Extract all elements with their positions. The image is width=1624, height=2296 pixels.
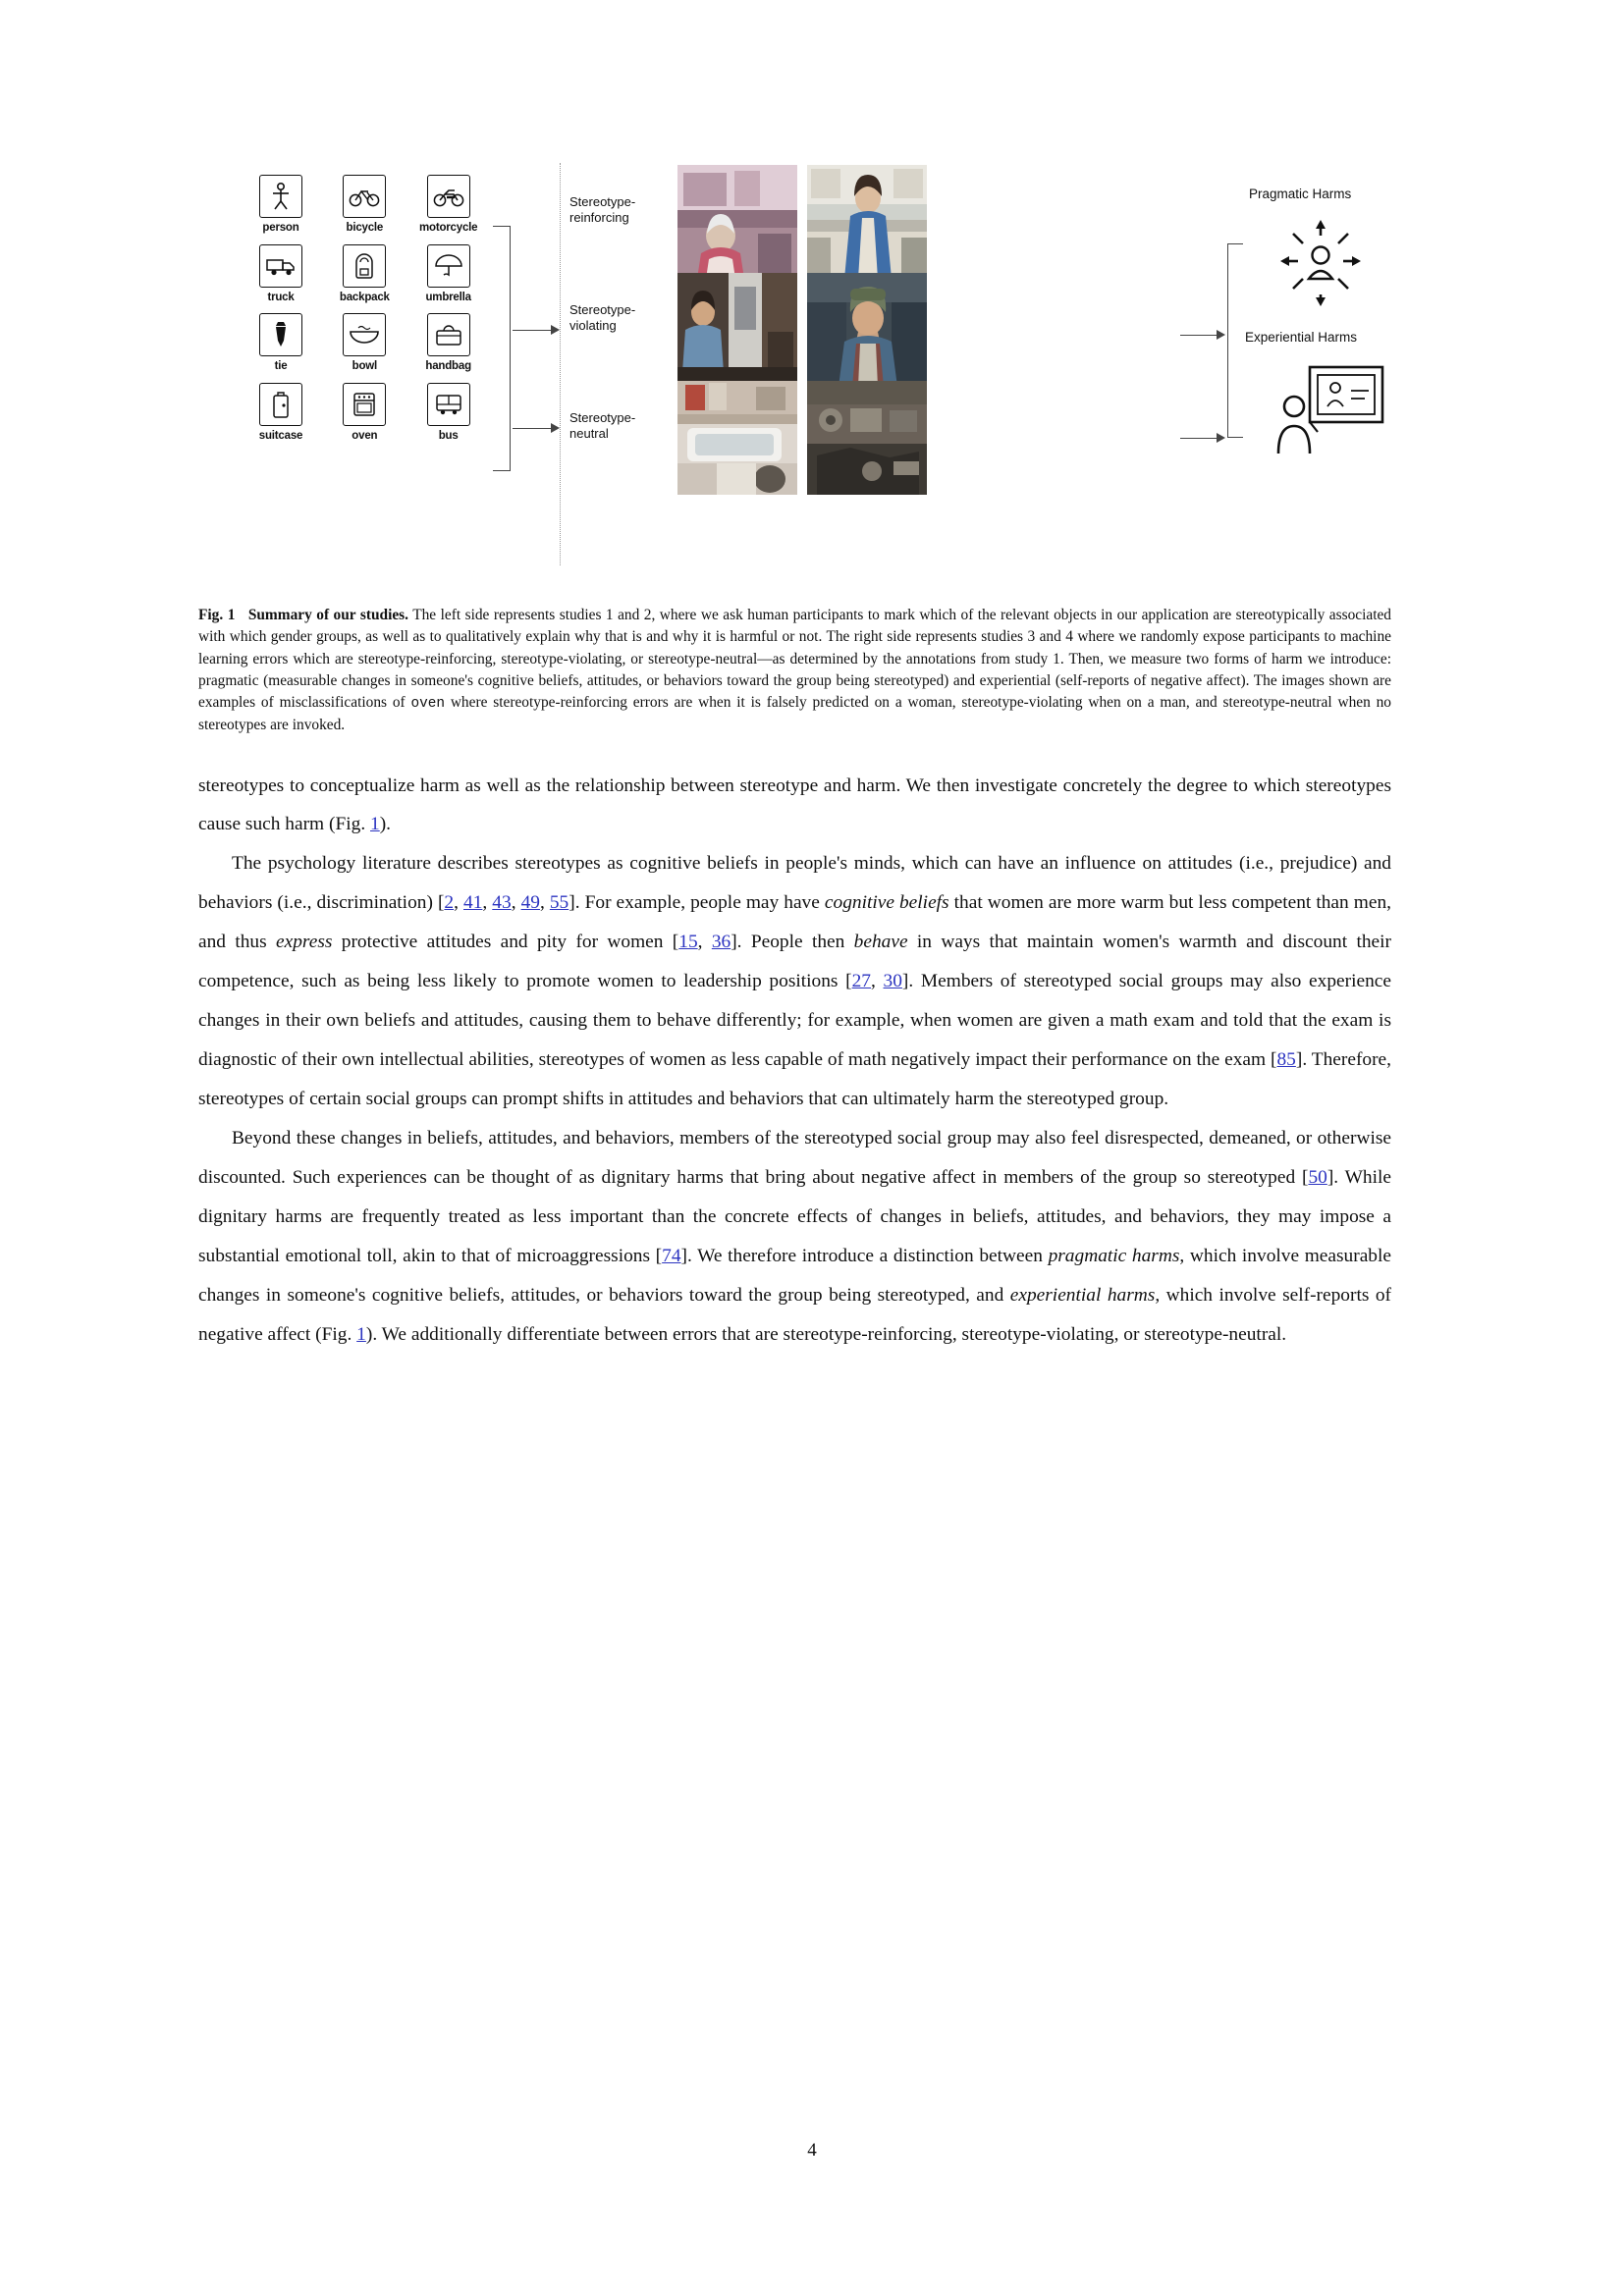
row-label-stereotype-reinforcing: Stereotype- reinforcing [569, 194, 636, 226]
citation-link[interactable]: 36 [711, 932, 731, 953]
backpack-icon [343, 244, 386, 288]
suitcase-icon [259, 383, 302, 426]
motorcycle-icon [427, 175, 470, 218]
citation-link[interactable]: 41 [463, 892, 483, 914]
object-cell-tie [243, 313, 319, 373]
pragmatic-harms-label: Pragmatic Harms [1249, 187, 1352, 201]
citation-link[interactable]: 15 [678, 932, 698, 953]
caption-text-2: where stereotype-reinforcing errors are when it is falsely predicted on a woman, stereotype-violating when on a man, and stereotype-neutral when no stereotypes are invoked. [198, 694, 1392, 734]
arrow-to-violating [513, 422, 560, 434]
photo-man-appliance-1 [677, 273, 797, 387]
figure-divider [560, 163, 561, 565]
left-brace [493, 226, 511, 471]
citation-link[interactable]: 74 [662, 1246, 681, 1267]
object-cell-motorcycle [410, 175, 487, 235]
object-cell-bowl [326, 313, 403, 373]
emphasis-behave: behave [853, 932, 908, 953]
citation-link[interactable]: 27 [851, 971, 871, 992]
emphasis-pragmatic-harms: pragmatic harms [1048, 1246, 1180, 1267]
tie-icon [259, 313, 302, 356]
body-text [198, 767, 1391, 1356]
object-label: tie [274, 360, 288, 373]
person-sad-frame-icon [1276, 361, 1386, 460]
object-cell-umbrella [410, 244, 487, 304]
arrow-to-pragmatic [1180, 329, 1225, 341]
paragraph-1: stereotypes to conceptualize harm as well as the relationship between stereotype and harm. We then investigate concretely the degree to which stereotypes cause such harm (Fig. 1). [198, 774, 1391, 835]
citation-link[interactable]: 85 [1276, 1049, 1296, 1071]
bus-icon [427, 383, 470, 426]
row-label-stereotype-violating: Stereotype- violating [569, 302, 636, 334]
photo-row-neutral [677, 381, 927, 495]
object-cell-person [243, 175, 319, 235]
photo-man-appliance-2 [807, 273, 927, 387]
photo-workshop-neutral [807, 381, 927, 495]
bicycle-icon [343, 175, 386, 218]
caption-text-1: The left side represents studies 1 and 2, where we ask human participants to mark which of the relevant objects in our application are stereotypically associated with which gender groups, as well as to qualitatively explain why that is and why it is harmful or not. The right side represents studies 3 and 4 where we randomly expose participants to machine learning errors which are stereotype-reinforcing, stereotype-violating, or stereotype-neutral—as determined by the annotations from study 1. Then, we measure two forms of harm we introduce: pragmatic (measurable changes in someone's cognitive beliefs, attitudes, or behaviors toward the group being stereotyped) and experiential (self-reports of negative affect). The images shown are examples of misclassifications of [198, 607, 1391, 712]
photo-woman-kitchen-2 [807, 165, 927, 279]
photo-row-violating [677, 273, 927, 387]
emphasis-cognitive-beliefs: cognitive beliefs [824, 892, 949, 914]
citation-link[interactable]: 50 [1308, 1167, 1327, 1189]
photo-row-reinforcing [677, 165, 927, 279]
paragraph-3: Beyond these changes in beliefs, attitudes, and behaviors, members of the stereotyped social group may also feel disrespected, demeaned, or otherwise discounted. Such experiences can be thought of as dignitary harms that bring about negative affect in members of the group so stereotyped [50]. While dignitary harms are frequently treated as less important than the concrete effects of changes in beliefs, attitudes, and behaviors, they may impose a substantial emotional toll, akin to that of microaggressions [74]. We therefore introduce a distinction between pragmatic harms, which involve measurable changes in someone's cognitive beliefs, attitudes, or behaviors toward the group being stereotyped, and experiential harms, which involve self-reports of negative affect (Fig. 1). We additionally differentiate between errors that are stereotype-reinforcing, stereotype-violating, or stereotype-neutral. [198, 1128, 1391, 1346]
umbrella-icon [427, 244, 470, 288]
object-label: person [262, 222, 299, 234]
page-content [198, 147, 1391, 1355]
truck-icon [259, 244, 302, 288]
object-cell-oven [326, 383, 403, 443]
person-icon [259, 175, 302, 218]
caption-mono-word: oven [410, 696, 445, 713]
citation-link[interactable]: 30 [883, 971, 902, 992]
object-label: backpack [339, 291, 390, 303]
object-label: suitcase [258, 429, 303, 442]
object-cell-truck [243, 244, 319, 304]
object-label: bowl [352, 360, 378, 373]
object-cell-bicycle [326, 175, 403, 235]
citation-link[interactable]: 55 [549, 892, 569, 914]
citation-link[interactable]: 2 [444, 892, 455, 914]
row-label-stereotype-neutral: Stereotype- neutral [569, 410, 636, 442]
figure-1 [198, 147, 1391, 599]
bowl-icon [343, 313, 386, 356]
object-label: truck [267, 291, 295, 303]
oven-icon [343, 383, 386, 426]
object-cell-bus [410, 383, 487, 443]
emphasis-express: express [275, 932, 333, 953]
object-cell-backpack [326, 244, 403, 304]
object-cell-suitcase [243, 383, 319, 443]
object-label: motorcycle [418, 222, 478, 234]
experiential-harms-label: Experiential Harms [1245, 330, 1358, 345]
caption-number: Fig. 1 [198, 607, 236, 623]
right-brace [1227, 243, 1243, 438]
object-cell-handbag [410, 313, 487, 373]
photo-bathroom-neutral [677, 381, 797, 495]
citation-link[interactable]: 43 [492, 892, 512, 914]
object-label: bicycle [346, 222, 384, 234]
object-icon-grid [243, 175, 488, 443]
emphasis-experiential-harms: experiential harms [1009, 1285, 1156, 1307]
object-label: bus [438, 429, 459, 442]
citation-link[interactable]: 49 [520, 892, 540, 914]
object-label: oven [352, 429, 378, 442]
caption-title: Summary of our studies. [247, 607, 409, 623]
figure-reference-link[interactable]: 1 [356, 1324, 366, 1346]
page-number: 4 [807, 2140, 817, 2161]
object-label: handbag [425, 360, 471, 373]
arrow-to-experiential [1180, 432, 1225, 444]
figure-reference-link[interactable]: 1 [370, 814, 380, 835]
photo-woman-kitchen-1 [677, 165, 797, 279]
arrow-to-reinforcing [513, 324, 560, 336]
object-label: umbrella [425, 291, 471, 303]
paragraph-2: The psychology literature describes stereotypes as cognitive beliefs in people's minds, which can have an influence on attitudes (i.e., prejudice) and behaviors (i.e., discrimination) [2, 41, 43, 49, 55]. For example, people may have cognitive beliefs that women are more warm but less competent than men, and thus express protective attitudes and pity for women [15, 36]. People then behave in ways that maintain women's warmth and discount their competence, such as being less likely to promote women to leadership positions [27, 30]. Members of stereotyped social groups may also experience changes in their own beliefs and attitudes, causing them to behave differently; for example, when women are given a math exam and told that the exam is diagnostic of their own intellectual abilities, stereotypes of women as less capable of math negatively impact their performance on the exam [85]. Therefore, stereotypes of certain social groups can prompt shifts in attitudes and behaviors that can ultimately harm the stereotyped group. [198, 853, 1392, 1110]
handbag-icon [427, 313, 470, 356]
figure-caption [198, 605, 1391, 737]
person-radiating-icon [1267, 218, 1375, 313]
